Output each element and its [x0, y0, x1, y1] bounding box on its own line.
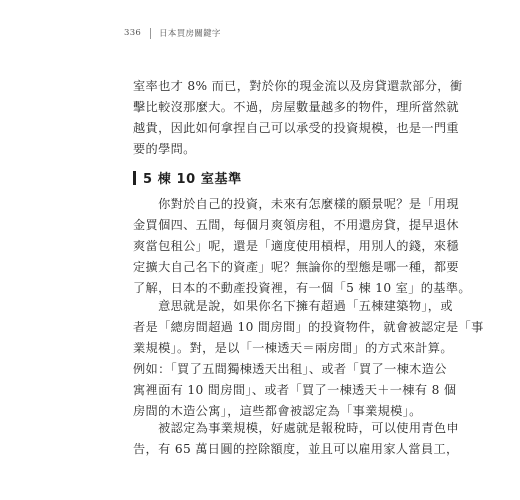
text-line: 室率也才 8% 而已，對於你的現金流以及房貸還款部分，衝	[133, 79, 463, 93]
text-line: 金買個四、五間，每個月爽領房租，不用還房貸，提早退休	[133, 218, 459, 232]
text-line: 寓裡面有 10 間房間」、或者「買了一棟透天＋一棟有 8 個	[133, 383, 457, 397]
heading-bar-marker	[133, 171, 136, 185]
section-heading-text: 5 棟 10 室基準	[143, 172, 242, 187]
paragraph-business-scale	[133, 296, 484, 422]
book-title: 日本買房關鍵字	[159, 29, 221, 39]
text-line: 例如：「買了五間獨棟透天出租」、或者「買了一棟木造公	[133, 362, 447, 376]
text-line: 房間的木造公寓」，這些都會被認定為「事業規模」。	[133, 404, 422, 418]
text-line: 你對於自己的投資，未來有怎麼樣的願景呢？是「用現	[133, 197, 459, 211]
paragraph-tax-benefit	[133, 418, 459, 460]
paragraph-continuation	[133, 76, 463, 160]
paragraph-vision	[133, 194, 471, 299]
text-line: 被認定為事業規模，好處就是報稅時，可以使用青色申	[133, 421, 459, 435]
text-line: 者是「總房間超過 10 間房間」的投資物件，就會被認定是「事	[133, 320, 484, 334]
header-divider	[150, 28, 151, 39]
text-line: 了解，日本的不動產投資裡，有一個「5 棟 10 室」的基準。	[133, 281, 471, 295]
section-heading	[133, 168, 242, 187]
text-line: 要的學問。	[133, 142, 196, 156]
text-line: 越貴，因此如何拿捏自己可以承受的投資規模，也是一門重	[133, 121, 459, 135]
text-line: 意思就是說，如果你名下擁有超過「五棟建築物」，或	[133, 299, 453, 313]
text-line: 爽當包租公」呢，還是「適度使用槓桿，用別人的錢，來穩	[133, 239, 459, 253]
text-line: 定擴大自己名下的資產」呢？無論你的型態是哪一種，都要	[133, 260, 459, 274]
text-line: 擊比較沒那麼大。不過，房屋數量越多的物件，理所當然就	[133, 100, 459, 114]
page-number: 336	[124, 28, 142, 38]
text-line: 告，有 65 萬日圓的控除額度，並且可以雇用家人當員工，	[133, 442, 459, 456]
running-header	[124, 27, 221, 39]
text-line: 業規模」。對，是以「一棟透天＝兩房間」的方式來計算。	[133, 341, 453, 355]
